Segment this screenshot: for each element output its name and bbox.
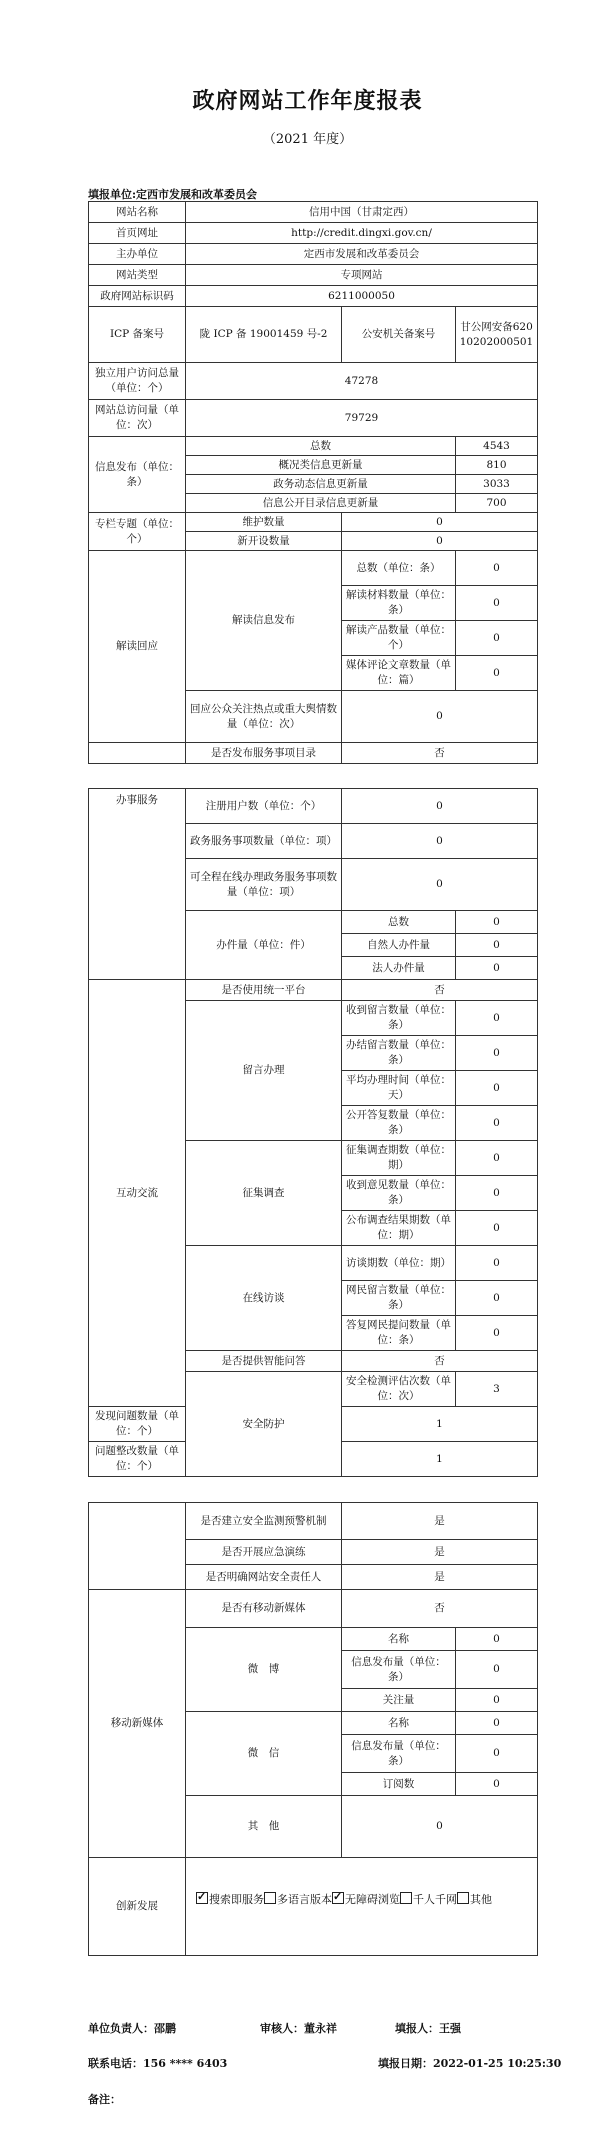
ai-value: 否 — [342, 1351, 538, 1372]
wx-info-label: 信息发布量（单位：条） — [342, 1735, 456, 1773]
msg-time-label: 平均办理时间（单位：天） — [342, 1071, 456, 1106]
has-mobile-value: 否 — [342, 1590, 538, 1628]
legal-label: 法人办件量 — [342, 957, 456, 980]
interpret-label: 解读回应 — [89, 551, 186, 743]
reg-users-label: 注册用户数（单位：个） — [186, 789, 342, 824]
site-name-value: 信用中国（甘肃定西） — [186, 202, 538, 223]
innovation-checkbox-0[interactable] — [196, 1892, 208, 1904]
wb-info-value: 0 — [456, 1651, 538, 1689]
report-year: （2021 年度） — [262, 132, 353, 147]
ai-label: 是否提供智能问答 — [186, 1351, 342, 1372]
platform-value: 否 — [342, 980, 538, 1001]
visitors-value: 47278 — [186, 363, 538, 400]
interact-label: 互动交流 — [89, 980, 186, 1407]
catalog-empty — [89, 743, 186, 764]
site-code-label: 政府网站标识码 — [89, 286, 186, 307]
drill-value: 是 — [342, 1540, 538, 1565]
eval-label: 安全检测评估次数（单位：次） — [342, 1372, 456, 1407]
weibo-label: 微 博 — [186, 1628, 342, 1712]
innovation-option-label: 多语言版本 — [277, 1893, 332, 1906]
reviewer: 审核人：董永祥 — [260, 2022, 337, 2035]
report-title: 政府网站工作年度报表 — [192, 88, 423, 114]
talk-msg-label: 网民留言数量（单位：条） — [342, 1281, 456, 1316]
column-maintain-value: 0 — [342, 513, 538, 532]
mobile-label: 移动新媒体 — [89, 1590, 186, 1858]
monitor-value: 是 — [342, 1503, 538, 1540]
overview-label: 概况类信息更新量 — [186, 456, 456, 475]
news-value: 3033 — [456, 475, 538, 494]
msg-done-value: 0 — [456, 1036, 538, 1071]
talk-ans-value: 0 — [456, 1316, 538, 1351]
filing-unit: 填报单位:定西市发展和改革委员会 — [88, 188, 258, 201]
innovation-checkbox-4[interactable] — [457, 1892, 469, 1904]
visits-label: 网站总访问量（单位：次） — [89, 400, 186, 437]
innovation-checkbox-3[interactable] — [400, 1892, 412, 1904]
found-label: 发现问题数量（单位：个） — [89, 1407, 186, 1442]
column-label: 专栏专题（单位：个） — [89, 513, 186, 551]
interpret-total-value: 0 — [456, 551, 538, 586]
handle-label: 办件量（单位：件） — [186, 911, 342, 980]
info-total-value: 4543 — [456, 437, 538, 456]
wx-sub-label: 订阅数 — [342, 1773, 456, 1796]
legal-value: 0 — [456, 957, 538, 980]
wb-info-label: 信息发布量（单位：条） — [342, 1651, 456, 1689]
innovation-label: 创新发展 — [89, 1858, 186, 1956]
visitors-label: 独立用户访问总量（单位：个） — [89, 363, 186, 400]
innovation-checkbox-2[interactable] — [332, 1892, 344, 1904]
msg-recv-label: 收到留言数量（单位：条） — [342, 1001, 456, 1036]
sponsor-label: 主办单位 — [89, 244, 186, 265]
hotspot-value: 0 — [342, 691, 538, 743]
wb-name-value: 0 — [456, 1628, 538, 1651]
wx-sub-value: 0 — [456, 1773, 538, 1796]
column-maintain-label: 维护数量 — [186, 513, 342, 532]
other-value: 0 — [342, 1796, 538, 1858]
interpret-media-label: 媒体评论文章数量（单位：篇） — [342, 656, 456, 691]
talk-msg-value: 0 — [456, 1281, 538, 1316]
has-mobile-label: 是否有移动新媒体 — [186, 1590, 342, 1628]
survey-opin-label: 收到意见数量（单位：条） — [342, 1176, 456, 1211]
platform-label: 是否使用统一平台 — [186, 980, 342, 1001]
column-new-label: 新开设数量 — [186, 532, 342, 551]
mobile-table — [88, 1502, 538, 1956]
icp-label: ICP 备案号 — [89, 307, 186, 363]
drill-label: 是否开展应急演练 — [186, 1540, 342, 1565]
police-label: 公安机关备案号 — [342, 307, 456, 363]
innovation-option-label: 千人千网 — [413, 1893, 457, 1906]
home-url-label: 首页网址 — [89, 223, 186, 244]
wx-name-label: 名称 — [342, 1712, 456, 1735]
innovation-checkbox-1[interactable] — [264, 1892, 276, 1904]
site-type-label: 网站类型 — [89, 265, 186, 286]
msg-done-label: 办结留言数量（单位：条） — [342, 1036, 456, 1071]
wb-name-label: 名称 — [342, 1628, 456, 1651]
overview-value: 810 — [456, 456, 538, 475]
found-value: 1 — [342, 1407, 538, 1442]
eval-value: 3 — [456, 1372, 538, 1407]
talk-ans-label: 答复网民提问数量（单位：条） — [342, 1316, 456, 1351]
interpret-total-label: 总数（单位：条） — [342, 551, 456, 586]
interpret-product-value: 0 — [456, 621, 538, 656]
wb-follow-value: 0 — [456, 1689, 538, 1712]
interpret-publish-label: 解读信息发布 — [186, 551, 342, 691]
police-value: 甘公网安备62010202000501 — [456, 307, 538, 363]
interpret-product-label: 解读产品数量（单位：个） — [342, 621, 456, 656]
disclosure-value: 700 — [456, 494, 538, 513]
msg-recv-value: 0 — [456, 1001, 538, 1036]
wx-name-value: 0 — [456, 1712, 538, 1735]
reg-users-value: 0 — [342, 789, 538, 824]
service-table — [88, 788, 538, 1477]
online-items-label: 可全程在线办理政务服务事项数量（单位：项） — [186, 859, 342, 911]
msg-pub-label: 公开答复数量（单位：条） — [342, 1106, 456, 1141]
talk-n-label: 访谈期数（单位：期） — [342, 1246, 456, 1281]
monitor-empty — [89, 1503, 186, 1590]
online-items-value: 0 — [342, 859, 538, 911]
unit-leader: 单位负责人：邵鹏 — [88, 2022, 176, 2035]
innovation-option-label: 无障碍浏览 — [345, 1893, 400, 1906]
survey-n-label: 征集调查期数（单位：期） — [342, 1141, 456, 1176]
fill-date: 填报日期：2022-01-25 10:25:30 — [378, 2057, 562, 2070]
interpret-material-value: 0 — [456, 586, 538, 621]
security-label: 安全防护 — [186, 1372, 342, 1477]
survey-res-label: 公布调查结果期数（单位：期） — [342, 1211, 456, 1246]
home-url-value: http://credit.dingxi.gov.cn/ — [186, 223, 538, 244]
officer-value: 是 — [342, 1565, 538, 1590]
handle-total-value: 0 — [456, 911, 538, 934]
info-total-label: 总数 — [186, 437, 456, 456]
survey-label: 征集调查 — [186, 1141, 342, 1246]
handle-total-label: 总数 — [342, 911, 456, 934]
icp-value: 陇 ICP 备 19001459 号-2 — [186, 307, 342, 363]
info-publish-label: 信息发布（单位：条） — [89, 437, 186, 513]
person-value: 0 — [456, 934, 538, 957]
service-items-label: 政务服务事项数量（单位：项） — [186, 824, 342, 859]
innovation-option-label: 其他 — [470, 1893, 492, 1906]
fixed-value: 1 — [342, 1442, 538, 1477]
contact-phone: 联系电话：156 **** 6403 — [88, 2057, 228, 2070]
service-items-value: 0 — [342, 824, 538, 859]
officer-label: 是否明确网站安全责任人 — [186, 1565, 342, 1590]
sponsor-value: 定西市发展和改革委员会 — [186, 244, 538, 265]
catalog-value: 否 — [342, 743, 538, 764]
service-label: 办事服务 — [89, 789, 186, 980]
wechat-label: 微 信 — [186, 1712, 342, 1796]
site-type-value: 专项网站 — [186, 265, 538, 286]
wb-follow-label: 关注量 — [342, 1689, 456, 1712]
interpret-media-value: 0 — [456, 656, 538, 691]
catalog-label: 是否发布服务事项目录 — [186, 743, 342, 764]
survey-n-value: 0 — [456, 1141, 538, 1176]
column-new-value: 0 — [342, 532, 538, 551]
news-label: 政务动态信息更新量 — [186, 475, 456, 494]
person-label: 自然人办件量 — [342, 934, 456, 957]
talk-n-value: 0 — [456, 1246, 538, 1281]
remarks: 备注： — [88, 2093, 121, 2106]
talk-label: 在线访谈 — [186, 1246, 342, 1351]
wx-info-value: 0 — [456, 1735, 538, 1773]
msg-label: 留言办理 — [186, 1001, 342, 1141]
survey-res-value: 0 — [456, 1211, 538, 1246]
visits-value: 79729 — [186, 400, 538, 437]
innovation-option-label: 搜索即服务 — [209, 1893, 264, 1906]
innovation-options — [186, 1858, 538, 1956]
site-name-label: 网站名称 — [89, 202, 186, 223]
interpret-material-label: 解读材料数量（单位：条） — [342, 586, 456, 621]
site-code-value: 6211000050 — [186, 286, 538, 307]
msg-time-value: 0 — [456, 1071, 538, 1106]
filler: 填报人：王强 — [395, 2022, 461, 2035]
hotspot-label: 回应公众关注热点或重大舆情数量（单位：次） — [186, 691, 342, 743]
monitor-label: 是否建立安全监测预警机制 — [186, 1503, 342, 1540]
basic-info-table — [88, 201, 538, 764]
disclosure-label: 信息公开目录信息更新量 — [186, 494, 456, 513]
survey-opin-value: 0 — [456, 1176, 538, 1211]
msg-pub-value: 0 — [456, 1106, 538, 1141]
other-label: 其 他 — [186, 1796, 342, 1858]
fixed-label: 问题整改数量（单位：个） — [89, 1442, 186, 1477]
